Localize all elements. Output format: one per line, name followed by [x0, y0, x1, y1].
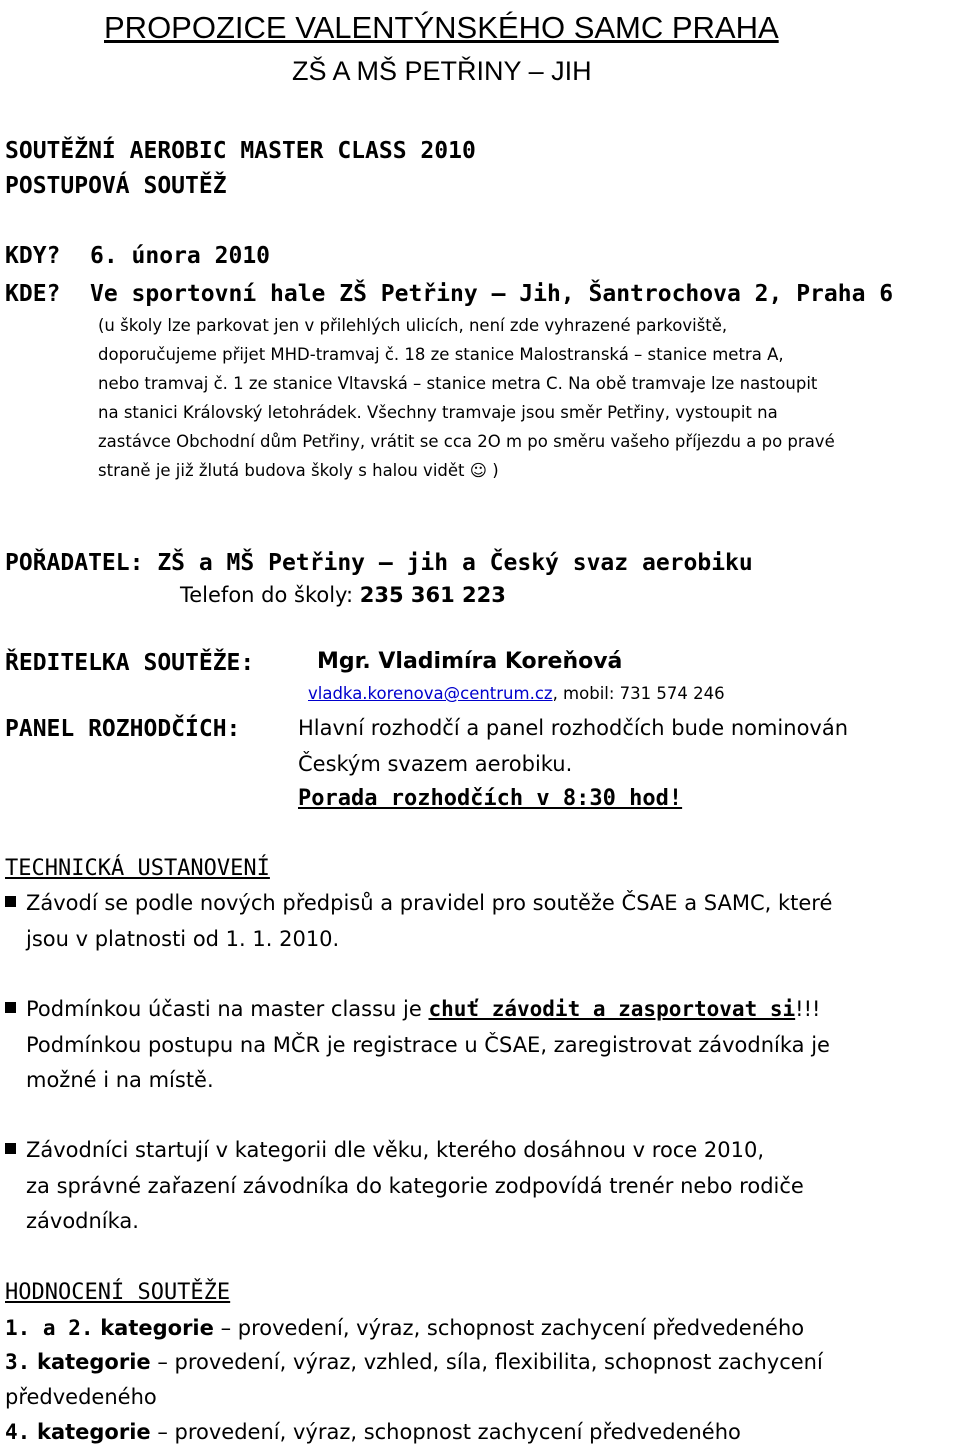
eval-text: – provedení, výraz, schopnost zachycení předvedeného [150, 1420, 741, 1444]
eval-category: 1. a 2. [5, 1316, 94, 1340]
document-subtitle: ZŠ A MŠ PETŘINY – JIH [292, 56, 592, 86]
eval-category-word: kategorie [36, 1350, 151, 1374]
organizer: POŘADATEL: ZŠ a MŠ Petřiny – jih a Český svaz aerobiku [5, 550, 753, 576]
tech-item [5, 893, 832, 914]
tech-item-text: jsou v platnosti od 1. 1. 2010. [26, 927, 340, 951]
where-note-line: doporučujeme přijet MHD-tramvaj č. 18 ze stanice Malostranská – stanice metra A, [98, 345, 784, 364]
director-contact [308, 686, 725, 703]
tech-item-text: Podmínkou postupu na MČR je registrace u ČSAE, zaregistrovat závodníka je [26, 1033, 830, 1057]
eval-category-word: kategorie [100, 1316, 214, 1340]
where-note-line: straně je již žlutá budova školy s halou vidět ☺ ) [98, 461, 499, 480]
tech-item-text: za správné zařazení závodníka do kategorie zodpovídá trenér nebo rodiče [26, 1174, 804, 1198]
tech-item-emphasis: chuť závodit a zasportovat si [428, 997, 796, 1021]
document-title: PROPOZICE VALENTÝNSKÉHO SAMC PRAHA [104, 10, 779, 45]
eval-text: – provedení, výraz, vzhled, síla, flexibilita, schopnost zachycení [150, 1350, 823, 1374]
tech-item-text: Závodníci startují v kategorii dle věku, kterého dosáhnou v roce 2010, [26, 1138, 765, 1162]
tech-item-text: Závodí se podle nových předpisů a pravidel pro soutěže ČSAE a SAMC, které [26, 891, 833, 915]
competition-name: SOUTĚŽNÍ AEROBIC MASTER CLASS 2010 [5, 138, 476, 164]
panel-meeting: Porada rozhodčích v 8:30 hod! [298, 786, 683, 811]
eval-category-word: kategorie [36, 1420, 151, 1444]
where-label: KDE? [5, 281, 61, 307]
eval-row [5, 1318, 804, 1339]
eval-row [5, 1422, 741, 1443]
where-value: Ve sportovní hale ZŠ Petřiny – Jih, Šantrochova 2, Praha 6 [90, 281, 894, 307]
where-note-line: na stanici Královský letohrádek. Všechny tramvaje jsou směr Petřiny, vystoupit na [98, 403, 778, 422]
director-email-link[interactable]: vladka.korenova@centrum.cz [308, 684, 553, 703]
eval-category: 4. [5, 1420, 31, 1444]
panel-label: PANEL ROZHODČÍCH: [5, 716, 241, 742]
competition-type: POSTUPOVÁ SOUTĚŽ [5, 173, 227, 199]
tech-item-text: možné i na místě. [26, 1068, 214, 1092]
where-note-line: nebo tramvaj č. 1 ze stanice Vltavská – stanice metra C. Na obě tramvaje lze nastoupit [98, 374, 818, 393]
panel-text: Hlavní rozhodčí a panel rozhodčích bude nominován [298, 716, 849, 740]
where-note-line: zastávce Obchodní dům Petřiny, vrátit se cca 2O m po směru vašeho příjezdu a po pravé [98, 432, 835, 451]
eval-heading: HODNOCENÍ SOUTĚŽE [5, 1280, 231, 1305]
panel-text: Českým svazem aerobiku. [298, 752, 573, 776]
tech-item [5, 999, 820, 1020]
tech-item-text: Podmínkou účasti na master classu je [26, 997, 422, 1021]
phone-label: Telefon do školy: [180, 583, 354, 607]
eval-text: – provedení, výraz, schopnost zachycení předvedeného [213, 1316, 805, 1340]
tech-item-text: !!! [795, 997, 821, 1021]
phone-line [180, 585, 506, 606]
bullet-icon [5, 1143, 16, 1154]
eval-text: předvedeného [5, 1385, 157, 1409]
bullet-icon [5, 1002, 16, 1013]
eval-category: 3. [5, 1350, 31, 1374]
director-name: Mgr. Vladimíra Koreňová [317, 649, 623, 674]
tech-item-text: závodníka. [26, 1209, 139, 1233]
bullet-icon [5, 896, 16, 907]
when-value: 6. února 2010 [90, 243, 271, 269]
eval-row [5, 1352, 823, 1373]
tech-heading: TECHNICKÁ USTANOVENÍ [5, 856, 270, 881]
where-note-line: (u školy lze parkovat jen v přilehlých ulicích, není zde vyhrazené parkoviště, [98, 316, 728, 335]
tech-item [5, 1140, 764, 1161]
phone-value: 235 361 223 [359, 583, 506, 607]
director-label: ŘEDITELKA SOUTĚŽE: [5, 650, 255, 676]
director-mobile: , mobil: 731 574 246 [552, 684, 725, 703]
when-label: KDY? [5, 243, 61, 269]
